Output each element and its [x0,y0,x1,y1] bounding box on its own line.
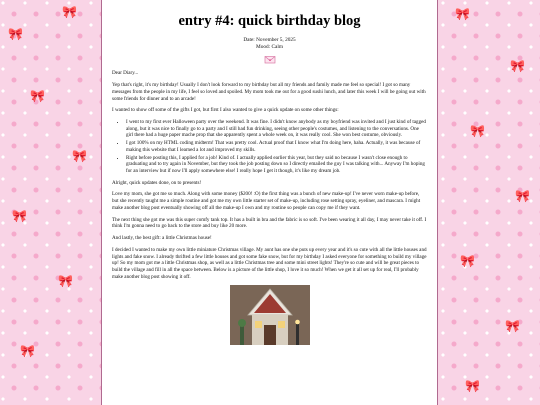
paragraph-updates-intro: I wanted to show off some of the gifts I got, but first I also wanted to give a quick update on some other things: [112,107,339,114]
entry-meta [112,37,427,51]
update-list [112,119,427,175]
paragraph-best-gift: And lastly, the best gift: a little Christmas house! [112,235,212,242]
bow-icon: 🎀 [505,319,520,333]
bow-icon: 🎀 [20,344,35,358]
christmas-shop-image [230,285,310,345]
bow-icon: 🎀 [455,7,470,21]
bow-icon: 🎀 [515,189,530,203]
envelope-icon [264,55,276,64]
paragraph-birthday: Yep that's right, it's my birthday! Usually I don't look forward to my birthday but all my friends and family made me feel so special! I got so many messages from the people in my life, I feel so loved and spoiled. My mom took me out for a good sushi lunch, and later this week I will be going out with some friends for dinner and to an arcade! [112,82,426,102]
bow-icon: 🎀 [12,209,27,223]
entry-date: Date: November 5, 2025 [243,37,296,44]
bow-icon: 🎀 [510,59,525,73]
paragraph-presents-intro: Alright, quick updates done, on to presents! [112,179,202,186]
blog-entry-page[interactable] [101,0,438,405]
paragraph-christmas-village: I decided I wanted to make my own little miniature Christmas village. My aunt has one she puts up every year and it's so cute with all the little houses and lights and fake snow. I already thrifted a few little houses and got some fake snow, but for my birthday I asked everyone for something to build my village up! So my mom got me a little Christmas shop, as well as a little Christmas tree and some mini street lights! They're so cute and will be great pieces to build the village and fill in all the space between. Below is a picture of the little shop, I love it so much! When we get it all set up for real, I'll probably make another blog post showing it off. [112,246,427,280]
greeting: Dear Diary... [112,70,139,77]
paragraph-tank-top: The next thing she got me was this super comfy tank top. It has a built in bra and the fabric is so soft. I've been wearing it all day, I may never take it off. I think I'm gonna need to go back to the store and buy like 20 more. [112,216,427,230]
bow-icon: 🎀 [72,149,87,163]
bow-icon: 🎀 [465,379,480,393]
bow-icon: 🎀 [30,89,45,103]
entry-title: entry #4: quick birthday blog [178,13,361,29]
bow-icon: 🎀 [8,27,23,41]
bow-icon: 🎀 [62,5,77,19]
paragraph-makeup: Love my mom, she got me so much. Along with some money ($200! :O) the first thing was a bunch of new make-up! I've never worn make-up before, but she recently taught me a simple routine and got me my own little starter set of make-up, including rose setting spray, eyeliner, and mascara. I might make another blog post eventually showing off all the make-up I own and my routine so people can copy me if they want. [112,191,421,211]
list-item: • I went to my first ever Halloween party over the weekend. It was fine. I didn't know anybody as my boyfriend was invited and I just kind of tagged along, but it was nice to finally go to a party and I still had fun drinking, seeing other people's costumes, and listening to the conversations. One girl there had a huge paper mache prop that she apparently spent a whole week on, it was really cool. She won best costume, obviously. [126,119,427,139]
blog-entry-content [102,0,437,345]
list-item: • Right before posting this, I applied for a job! Kind of. I actually applied earlier this year, but they said no because I wasn't close enough to graduating and to try again in November, but they took the job posting down so I directly emailed the guy I was talking with... Anyway I'm hoping for an interview but if now I'll apply somewhere else! I really hope I get it though, it's like my dream job. [126,155,427,175]
entry-mood: Mood: Calm [256,44,283,51]
bow-icon: 🎀 [58,274,73,288]
list-item: • I got 100% on my HTML coding midterm! That was pretty cool. Actual proof that I know what I'm doing here, haha. Actually, it was because of making this website that I learned a lot and improved my skills. [126,140,427,153]
christmas-shop-photo [230,285,310,345]
bow-icon: 🎀 [470,124,485,138]
bow-icon: 🎀 [460,254,475,268]
